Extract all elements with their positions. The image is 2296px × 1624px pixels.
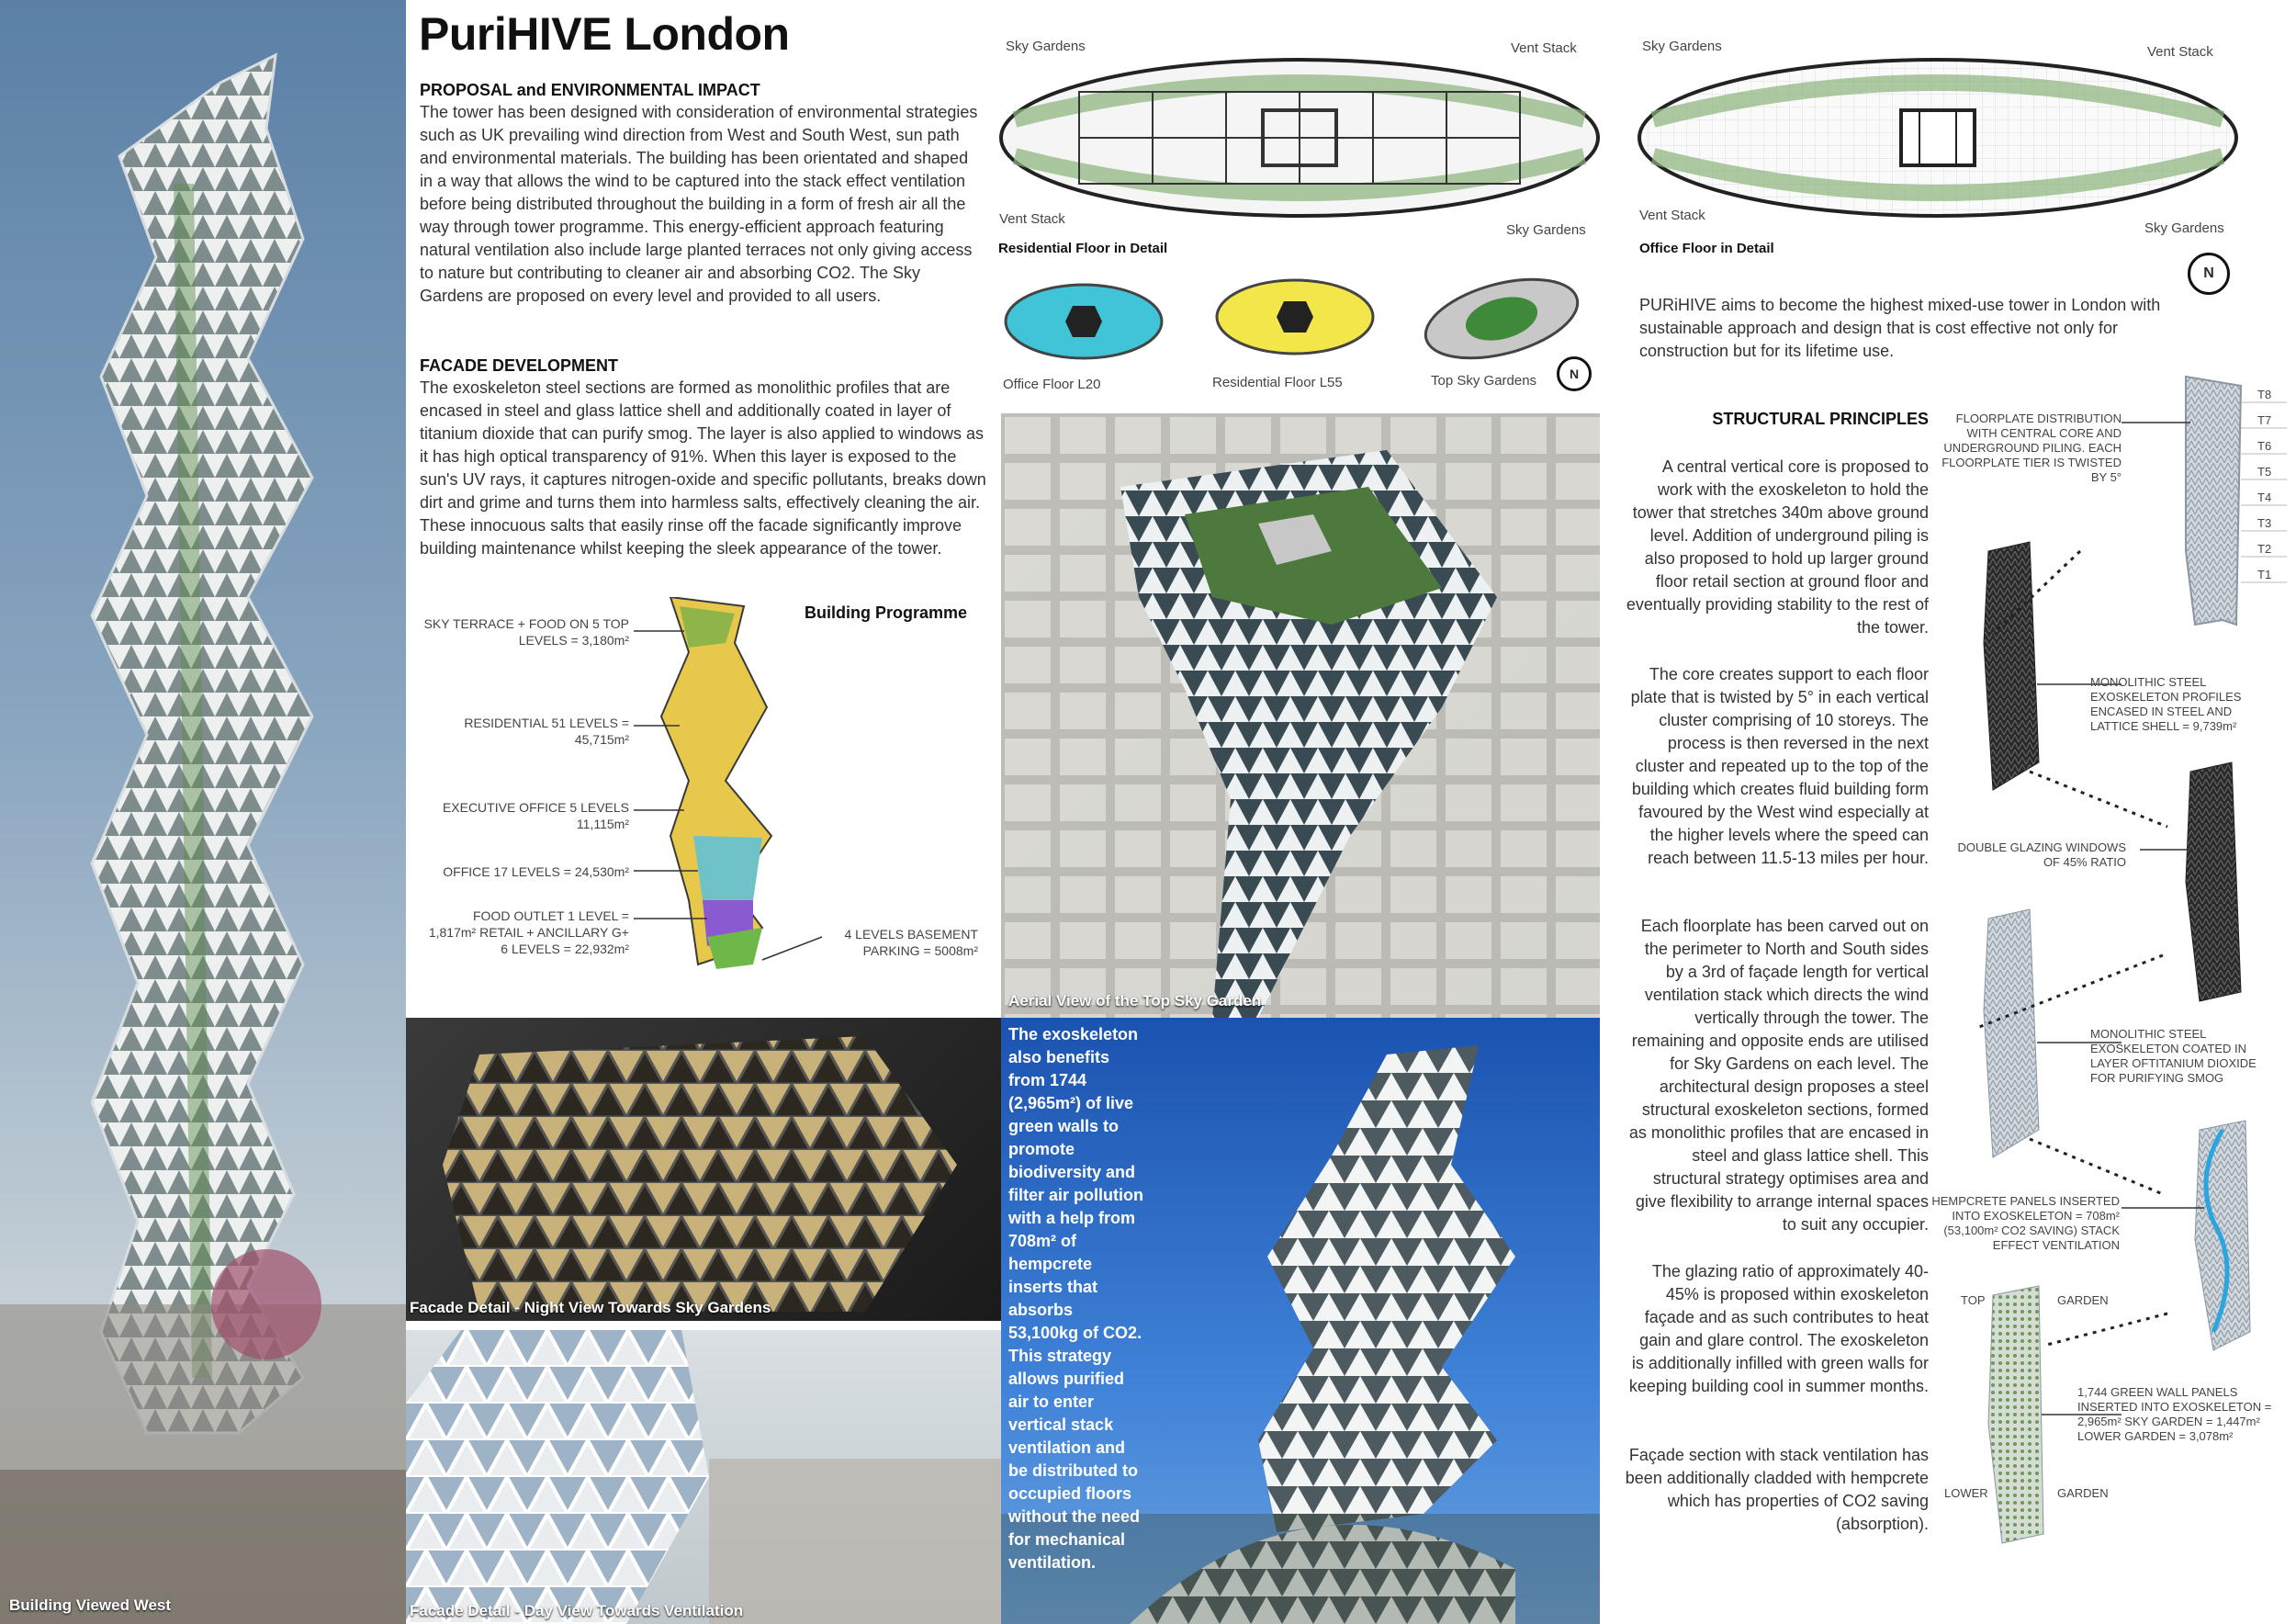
structural-para-4: The glazing ratio of approximately 40-45% is proposed within exoskeleton façade and as such contributes to heat gain and glare control. The exoskeleton is additionally infilled with green walls for keeping building cool in summer months. (1628, 1262, 1929, 1395)
res-sky-gardens-top: Sky Gardens (1006, 39, 1086, 54)
office-floor-plan (1635, 55, 2241, 220)
programme-label-basement: 4 LEVELS BASEMENT PARKING = 5008m² (844, 927, 978, 958)
structural-para-3: Each floorplate has been carved out on the perimeter to North and South sides by a 3rd of façade length for vertical ventilation stack which directs the wind vertically through the tower. The remaining and opposite ends are utilised for Sky Gardens on each level. The architectural design proposes a steel structural exoskeleton sections, formed as monolithic profiles that are encased in steel and glass lattice shell. This structural strategy optimises area and give flexibility to arrange internal spaces to suit any occupier. (1628, 917, 1929, 1234)
day-facade-image (406, 1330, 1001, 1624)
office-sky-gardens-bottom: Sky Gardens (2144, 220, 2224, 236)
label-top: TOP (1961, 1293, 1986, 1307)
structural-heading: STRUCTURAL PRINCIPLES (1712, 410, 1929, 428)
residential-floor-icon (1217, 280, 1373, 354)
res-vent-stack-top: Vent Stack (1511, 40, 1577, 56)
tier-T6: T6 (2257, 439, 2272, 453)
day-facade-illustration (406, 1330, 1001, 1624)
tier-T7: T7 (2257, 413, 2272, 427)
office-plan-caption: Office Floor in Detail (1639, 241, 1774, 256)
programme-title: Building Programme (805, 603, 968, 622)
res-vent-stack-bottom: Vent Stack (999, 211, 1065, 227)
label-floorplate: FLOORPLATE DISTRIBUTION WITH CENTRAL CORE AND UNDERGROUND PILING. EACH FLOORPLATE TIER IS TWISTED BY 5° (1941, 412, 2122, 484)
programme-label-sky-terrace: SKY TERRACE + FOOD ON 5 TOP LEVELS = 3,180m² (423, 616, 629, 648)
label-top-sky-gardens: Top Sky Gardens (1431, 373, 1537, 389)
north-symbol-1: N (1557, 356, 1592, 391)
label-lower: LOWER (1944, 1486, 1988, 1500)
tier-T4: T4 (2257, 491, 2272, 504)
caption-night: Facade Detail - Night View Towards Sky Gardens (410, 1299, 771, 1316)
label-monolithic-1: MONOLITHIC STEEL EXOSKELETON PROFILES ENCASED IN STEEL AND LATTICE SHELL = 9,739m² (2090, 675, 2242, 733)
structural-para-5: Façade section with stack ventilation has been additionally cladded with hempcrete which has properties of CO2 saving (absorption). (1625, 1446, 1929, 1533)
programme-label-residential: RESIDENTIAL 51 LEVELS = 45,715m² (464, 716, 629, 747)
proposal-heading: PROPOSAL and ENVIRONMENTAL IMPACT (420, 81, 760, 99)
office-sky-gardens-top: Sky Gardens (1642, 39, 1722, 54)
label-garden-bottom: GARDEN (2057, 1486, 2109, 1500)
structural-diagram (1938, 367, 2296, 1552)
night-facade-image (406, 1018, 1001, 1321)
label-double-glazing: DOUBLE GLAZING WINDOWS OF 45% RATIO (1957, 840, 2126, 869)
aerial-view-image (1001, 413, 1600, 1018)
caption-aerial: Aerial View of the Top Sky Garden (1008, 992, 1262, 1009)
res-sky-gardens-bottom: Sky Gardens (1506, 222, 1586, 238)
programme-label-food-outlet: FOOD OUTLET 1 LEVEL = 1,817m² RETAIL + ANCILLARY G+ 6 LEVELS = 22,932m² (428, 908, 629, 956)
residential-floor-plan (996, 55, 1603, 220)
facade-heading: FACADE DEVELOPMENT (420, 356, 619, 375)
tower-blue-sky-image (1001, 1018, 1600, 1624)
intro-text: PURiHIVE aims to become the highest mixed-use tower in London with sustainable approach and design that is cost effective not only for construction but for its lifetime use. (1639, 296, 2161, 360)
label-green-wall: 1,744 GREEN WALL PANELS INSERTED INTO EXOSKELETON = 2,965m² SKY GARDEN = 1,447m² LOWER GARDEN = 3,078m² (2077, 1385, 2272, 1443)
programme-diagram (634, 597, 836, 983)
tier-T3: T3 (2257, 516, 2272, 530)
label-office-floor-l20: Office Floor L20 (1003, 377, 1101, 392)
programme-label-exec-office: EXECUTIVE OFFICE 5 LEVELS 11,115m² (442, 800, 629, 831)
facade-text: The exoskeleton steel sections are formed as monolithic profiles that are encased in steel and glass lattice shell and additionally coated in layer of titanium dioxide that can purify smog. The layer is also applied to windows as it has high optical transparency of 91%. When this layer is exposed to the sun's UV rays, it captures nitrogen-oxide and specific pollutants, breaks down dirt and grime and turns them into harmless salts, effectively cleaning the air. These innocuous salts that easily rinse off the facade significantly improve building maintenance whilst keeping the sleek appearance of the tower. (420, 378, 986, 558)
north-symbol-2: N (2188, 253, 2230, 295)
structural-para-2: The core creates support to each floor plate that is twisted by 5° in each vertical cluster comprising of 10 storeys. The process is then reversed in the next cluster and repeated up to the top of the building which creates fluid building form favoured by the West wind especially at the higher levels where the speed can reach between 11.5-13 miles per hour. (1630, 665, 1929, 867)
tier-T8: T8 (2257, 388, 2272, 401)
night-facade-illustration (406, 1018, 1001, 1321)
exoskeleton-text: The exoskeleton also benefits from 1744 (2,965m²) of live green walls to promote biodiversity and filter air pollution with a help from 708m² of hempcrete inserts that absorbs 53,100kg of CO2. This strategy allows purified air to enter vertical stack ventilation and be distributed to occupied floors without the need for mechanical ventilation. (1008, 1025, 1143, 1572)
caption-day: Facade Detail - Day View Towards Ventilation (410, 1602, 744, 1619)
tier-T5: T5 (2257, 465, 2272, 479)
label-monolithic-2: MONOLITHIC STEEL EXOSKELETON COATED IN LAYER OFTITANIUM DIOXIDE FOR PURIFYING SMOG (2090, 1027, 2257, 1085)
aerial-illustration (1001, 413, 1600, 1018)
top-sky-gardens-icon (1417, 271, 1586, 373)
proposal-text: The tower has been designed with consideration of environmental strategies such as UK prevailing wind direction from West and South West, sun path and environmental materials. The building has been orientated and shaped in a way that allows the wind to be captured into the stack effect ventilation before being distributed throughout the building in a form of fresh air all the way through tower programme. This energy-efficient approach featuring natural ventilation also include large planted terraces not only giving access to nature but contributing to cleaner air and absorbing CO2. The Sky Gardens are proposed on every level and provided to all users. (420, 103, 978, 305)
structural-para-1: A central vertical core is proposed to work with the exoskeleton to hold the tower that stretches 340m above ground level. Addition of underground piling is also proposed to hold up larger ground floor retail section at ground floor and eventually providing stability to the rest of the tower. (1626, 457, 1929, 637)
label-residential-floor-l55: Residential Floor L55 (1212, 375, 1343, 390)
res-plan-caption: Residential Floor in Detail (998, 241, 1168, 256)
tower-illustration (0, 0, 406, 1624)
office-vent-stack-top: Vent Stack (2147, 44, 2213, 60)
label-garden-top: GARDEN (2057, 1293, 2109, 1307)
page-title: PuriHIVE London (419, 8, 790, 60)
tier-T2: T2 (2257, 542, 2272, 556)
hero-tower-image (0, 0, 406, 1624)
office-vent-stack-bottom: Vent Stack (1639, 208, 1705, 223)
programme-label-office: OFFICE 17 LEVELS = 24,530m² (443, 864, 629, 879)
office-floor-icon (1006, 285, 1162, 358)
tier-T1: T1 (2257, 568, 2272, 581)
caption-building-west: Building Viewed West (9, 1596, 172, 1614)
floor-icons (1001, 271, 1598, 377)
label-hempcrete: HEMPCRETE PANELS INSERTED INTO EXOSKELETON = 708m² (53,100m² CO2 SAVING) STACK EFFECT VENTILATION (1931, 1194, 2120, 1252)
